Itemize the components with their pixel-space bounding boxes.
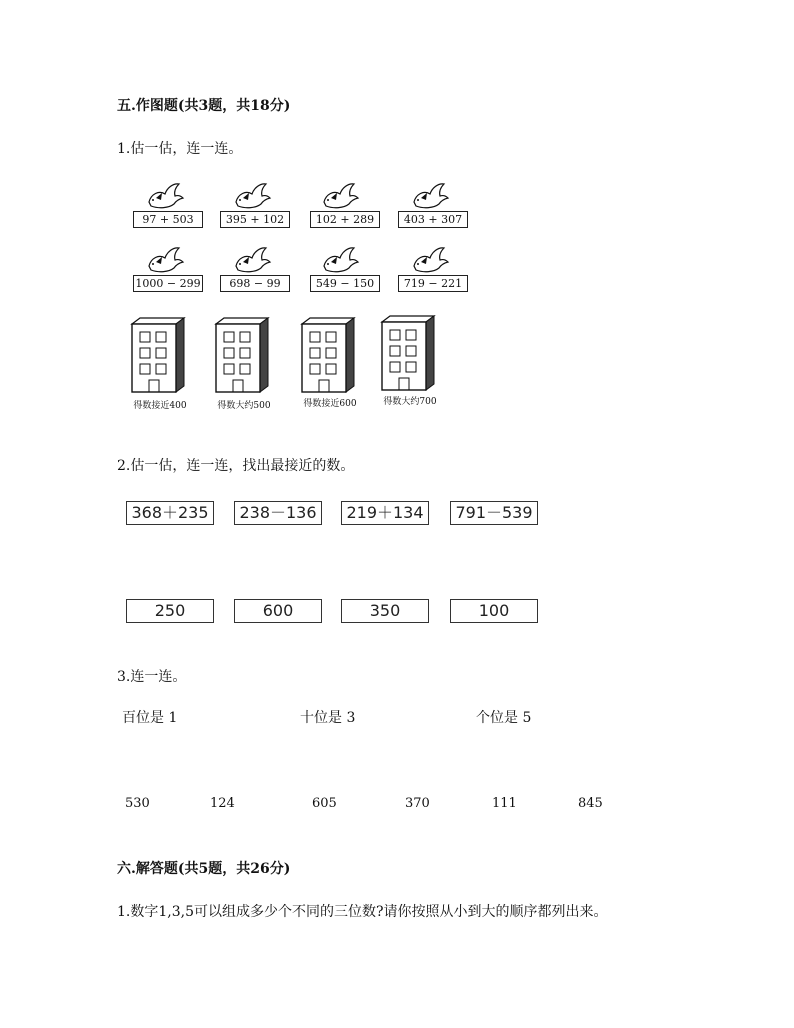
calc-box[interactable]: 403 + 307	[398, 211, 468, 228]
number-option[interactable]: 845	[578, 796, 603, 811]
bird-card[interactable]	[222, 244, 292, 274]
building-label: 得数大约500	[217, 401, 271, 411]
digit-label[interactable]: 百位是 1	[122, 710, 178, 726]
bird-card[interactable]	[310, 180, 380, 210]
building-icon[interactable]	[214, 316, 270, 394]
number-option[interactable]: 605	[312, 796, 337, 811]
bird-icon	[145, 180, 185, 210]
bird-icon	[320, 180, 360, 210]
bird-card[interactable]	[135, 180, 205, 210]
answer-box[interactable]: 350	[341, 599, 429, 623]
building-icon[interactable]	[130, 316, 186, 394]
building-label: 得数大约700	[383, 397, 437, 407]
question-6-1-prompt: 1.数字1,3,5可以组成多少个不同的三位数?请你按照从小到大的顺序都列出来。	[117, 904, 608, 920]
calc-box[interactable]: 549 − 150	[310, 275, 380, 292]
bird-icon	[410, 180, 450, 210]
bird-card[interactable]	[135, 244, 205, 274]
bird-card[interactable]	[400, 244, 470, 274]
calc-box[interactable]: 102 + 289	[310, 211, 380, 228]
bird-icon	[410, 244, 450, 274]
question-2-prompt: 2.估一估，连一连，找出最接近的数。	[117, 458, 355, 474]
answer-box[interactable]: 600	[234, 599, 322, 623]
expression-box[interactable]: 368＋235	[126, 501, 214, 525]
answer-box[interactable]: 100	[450, 599, 538, 623]
digit-label[interactable]: 个位是 5	[476, 710, 532, 726]
number-option[interactable]: 370	[405, 796, 430, 811]
bird-card[interactable]	[310, 244, 380, 274]
calc-box[interactable]: 1000 − 299	[133, 275, 203, 292]
expression-box[interactable]: 219＋134	[341, 501, 429, 525]
building-icon[interactable]	[380, 314, 436, 392]
answer-box[interactable]: 250	[126, 599, 214, 623]
bird-icon	[145, 244, 185, 274]
expression-box[interactable]: 791－539	[450, 501, 538, 525]
number-option[interactable]: 111	[492, 796, 517, 811]
calc-box[interactable]: 719 − 221	[398, 275, 468, 292]
question-3-prompt: 3.连一连。	[117, 669, 187, 685]
bird-icon	[232, 180, 272, 210]
expression-box[interactable]: 238－136	[234, 501, 322, 525]
building-icon[interactable]	[300, 316, 356, 394]
bird-card[interactable]	[400, 180, 470, 210]
building-label: 得数接近600	[303, 399, 357, 409]
calc-box[interactable]: 698 − 99	[220, 275, 290, 292]
section-5-title: 五.作图题(共3题，共18分)	[117, 98, 291, 114]
building-label: 得数接近400	[133, 401, 187, 411]
section-6-title: 六.解答题(共5题，共26分)	[117, 861, 291, 877]
number-option[interactable]: 124	[210, 796, 235, 811]
calc-box[interactable]: 395 + 102	[220, 211, 290, 228]
bird-card[interactable]	[222, 180, 292, 210]
digit-label[interactable]: 十位是 3	[300, 710, 356, 726]
question-1-prompt: 1.估一估，连一连。	[117, 141, 243, 157]
bird-icon	[232, 244, 272, 274]
number-option[interactable]: 530	[125, 796, 150, 811]
bird-icon	[320, 244, 360, 274]
calc-box[interactable]: 97 + 503	[133, 211, 203, 228]
